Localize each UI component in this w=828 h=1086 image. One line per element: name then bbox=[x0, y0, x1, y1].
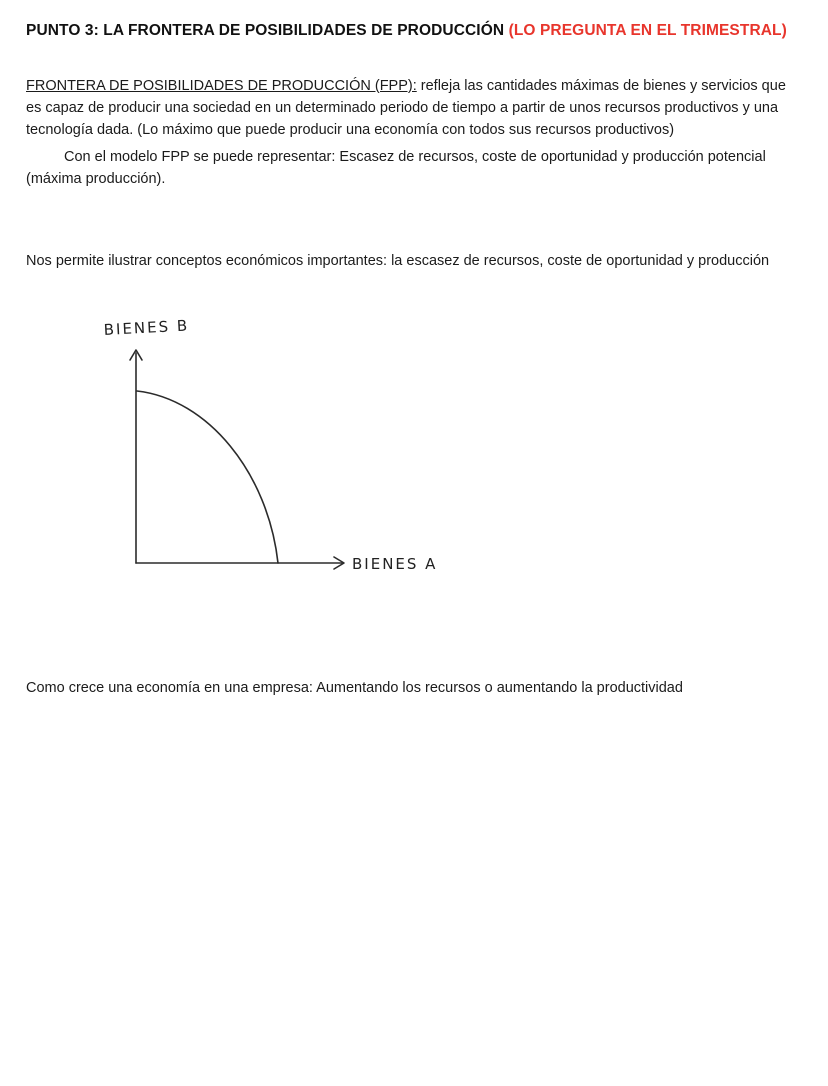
fpp-definition-lead: FRONTERA DE POSIBILIDADES DE PRODUCCIÓN (FPP): bbox=[26, 78, 417, 94]
page-title-highlight: (LO PREGUNTA EN EL TRIMESTRAL) bbox=[508, 22, 787, 39]
modelo-fpp-paragraph: Con el modelo FPP se puede representar: Escasez de recursos, coste de oportunidad y producción potencial (máxima producción). bbox=[26, 149, 766, 187]
fpp-curve bbox=[137, 391, 278, 563]
page-title-main: PUNTO 3: LA FRONTERA DE POSIBILIDADES DE PRODUCCIÓN bbox=[26, 22, 505, 39]
fpp-definition-paragraph bbox=[26, 76, 802, 141]
x-axis-label: BIENES A bbox=[352, 554, 438, 573]
crecimiento-paragraph: Como crece una economía en una empresa: Aumentando los recursos o aumentando la productividad bbox=[26, 679, 683, 696]
conceptos-paragraph: Nos permite ilustrar conceptos económicos importantes: la escasez de recursos, coste de oportunidad y producción bbox=[26, 252, 770, 269]
fpp-chart-svg bbox=[96, 313, 476, 583]
fpp-diagram bbox=[96, 313, 802, 583]
fpp-definition-body: refleja las cantidades máximas de bienes y servicios que es capaz de producir una sociedad en un determinado periodo de tiempo a partir de unos recursos productivos y una tecnología dada. (Lo máximo que puede producir una economía con todos sus recursos productivos) bbox=[26, 78, 786, 138]
page-title bbox=[26, 22, 802, 40]
y-axis-label: BIENES B bbox=[103, 316, 190, 339]
